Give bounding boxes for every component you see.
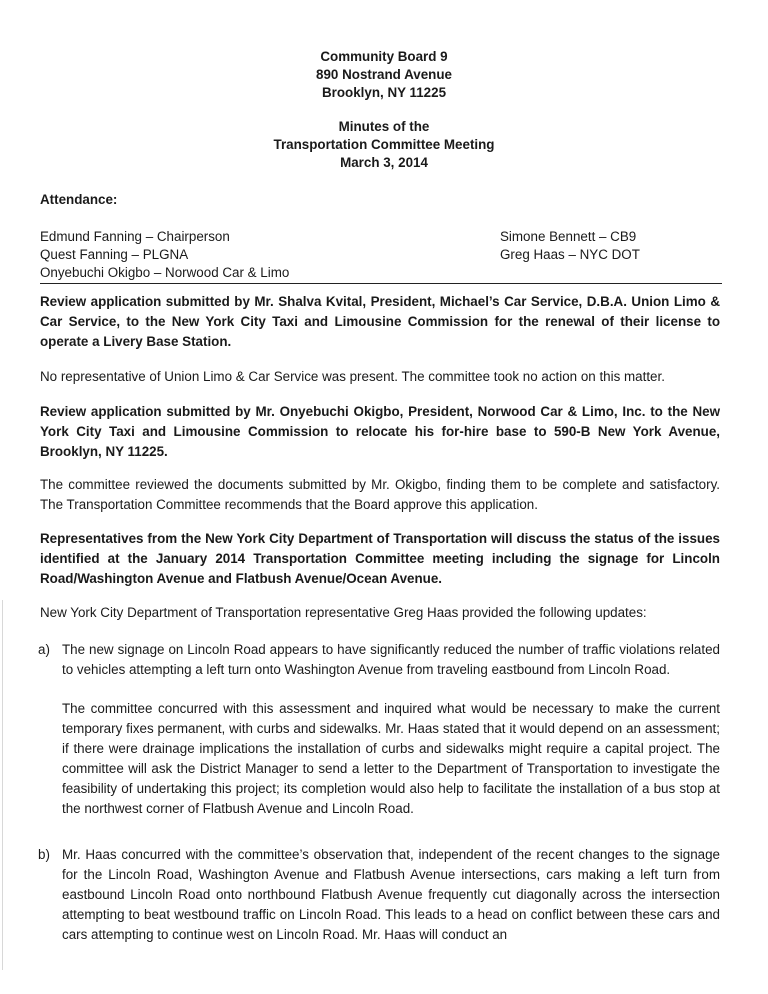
divider-line [40, 283, 722, 284]
org-city: Brooklyn, NY 11225 [321, 85, 447, 100]
scan-edge [2, 600, 3, 970]
attendee: Onyebuchi Okigbo – Norwood Car & Limo [40, 265, 290, 280]
list-marker: a) [38, 642, 50, 657]
attendee: Simone Bennett – CB9 [500, 229, 637, 244]
list-item-a [38, 640, 720, 819]
title-line-2: Transportation Committee Meeting [273, 137, 495, 152]
section-2-text: The committee reviewed the documents submitted by Mr. Okigbo, finding them to be complete and satisfactory. The Transportation Committee recommends that the Board approve this application. [40, 477, 720, 512]
item-a-text: The new signage on Lincoln Road appears to have significantly reduced the number of traffic violations related to vehicles attempting a left turn onto Washington Avenue from traveling eastbound from Lincoln Road. [62, 642, 720, 677]
attendee: Quest Fanning – PLGNA [40, 247, 189, 262]
section-1-text: No representative of Union Limo & Car Service was present. The committee took no action on this matter. [40, 369, 665, 384]
item-a-followup: The committee concurred with this assessment and inquired what would be necessary to make the current temporary fixes permanent, with curbs and sidewalks. Mr. Haas stated that it would depend on an assessment; if there were drainage implications the installation of curbs and sidewalks might require a capital project. The committee will ask the District Manager to send a letter to the Department of Transportation to investigate the feasibility of undertaking this project; its completion would also help to facilitate the installation of a bus stop at the northwest corner of Flatbush Avenue and Lincoln Road. [62, 701, 720, 816]
list-marker: b) [38, 847, 50, 862]
section-1-heading: Review application submitted by Mr. Shalva Kvital, President, Michael’s Car Service, D.B.A. Union Limo & Car Service, to the New York City Taxi and Limousine Commission for the renewal of their license to operate a Livery Base Station. [40, 294, 720, 349]
attendance-heading: Attendance: [40, 192, 118, 207]
attendee: Greg Haas – NYC DOT [500, 247, 640, 262]
section-3-text: New York City Department of Transportation representative Greg Haas provided the following updates: [40, 605, 647, 620]
letterhead [0, 48, 768, 102]
attendee: Edmund Fanning – Chairperson [40, 229, 230, 244]
meeting-date: March 3, 2014 [340, 155, 428, 170]
document-title [0, 118, 768, 172]
attendance-list-left [40, 228, 289, 282]
org-street: 890 Nostrand Avenue [316, 67, 452, 82]
item-b-text: Mr. Haas concurred with the committee’s observation that, independent of the recent changes to the signage for the Lincoln Road, Washington Avenue and Flatbush Avenue intersections, cars making a left turn from eastbound Lincoln Road onto northbound Flatbush Avenue frequently cut diagonally across the intersection attempting to beat westbound traffic on Lincoln Road. This leads to a head on conflict between these cars and cars attempting to continue west on Lincoln Road. Mr. Haas will conduct an [62, 847, 720, 942]
section-2-heading: Review application submitted by Mr. Onyebuchi Okigbo, President, Norwood Car & Limo, Inc. to the New York City Taxi and Limousine Commission to relocate his for-hire base to 590-B New York Avenue, Brooklyn, NY 11225. [40, 404, 720, 459]
org-name: Community Board 9 [320, 49, 448, 64]
list-item-b [38, 845, 720, 945]
title-line-1: Minutes of the [338, 119, 430, 134]
attendance-list-right [500, 228, 640, 264]
section-3-heading: Representatives from the New York City Department of Transportation will discuss the status of the issues identified at the January 2014 Transportation Committee meeting including the signage for Lincoln Road/Washington Avenue and Flatbush Avenue/Ocean Avenue. [40, 531, 720, 586]
